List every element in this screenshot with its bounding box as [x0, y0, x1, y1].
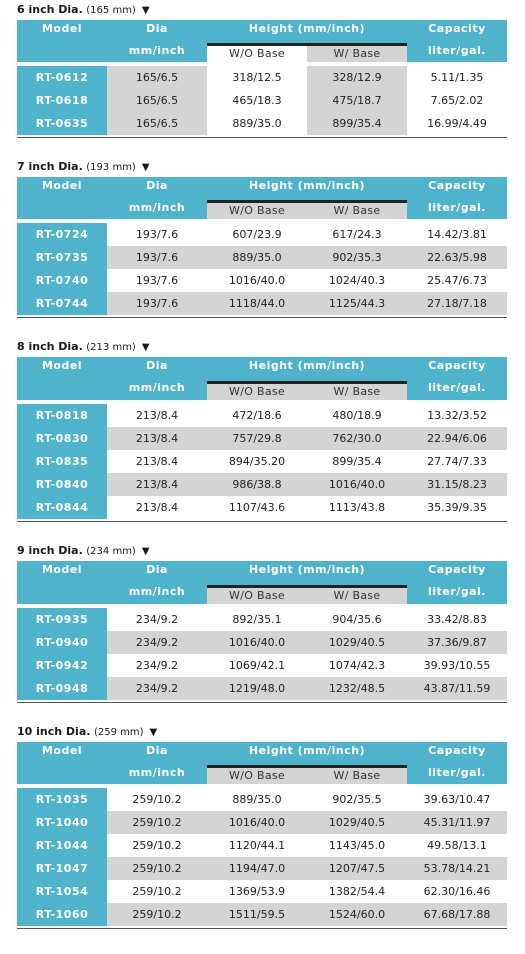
- table-row: [17, 246, 507, 269]
- cell-wo: 607/23.9: [207, 223, 307, 246]
- cell-w: 1524/60.0: [307, 903, 407, 926]
- section-bottom-rule: [17, 928, 507, 929]
- table-row: [17, 292, 507, 315]
- cell-model: RT-0724: [17, 223, 107, 246]
- spec-section: [17, 3, 507, 139]
- cell-model: RT-0948: [17, 677, 107, 700]
- cell-cap: 67.68/17.88: [407, 903, 507, 926]
- cell-wo: 894/35.20: [207, 450, 307, 473]
- cell-cap: 27.18/7.18: [407, 292, 507, 315]
- cell-w: 617/24.3: [307, 223, 407, 246]
- cell-wo: 1016/40.0: [207, 269, 307, 292]
- cell-dia: 193/7.6: [107, 223, 207, 246]
- cell-cap: 31.15/8.23: [407, 473, 507, 496]
- header-dia: Dia: [146, 744, 168, 757]
- cell-w: 1024/40.3: [307, 269, 407, 292]
- header-capacity-unit: liter/gal.: [428, 381, 486, 394]
- cell-dia: 165/6.5: [107, 112, 207, 135]
- header-capacity: Capacity: [428, 22, 486, 35]
- header-dia-unit: mm/inch: [128, 381, 186, 394]
- subheader-wo-base: W/O Base: [207, 765, 307, 784]
- header-dia-unit: mm/inch: [128, 201, 186, 214]
- cell-model: RT-0744: [17, 292, 107, 315]
- cell-cap: 33.42/8.83: [407, 608, 507, 631]
- down-arrow-icon: ▼: [141, 546, 150, 557]
- cell-wo: 1369/53.9: [207, 880, 307, 903]
- cell-cap: 22.63/5.98: [407, 246, 507, 269]
- table-row: [17, 427, 507, 450]
- cell-model: RT-0844: [17, 496, 107, 519]
- header-dia: Dia: [146, 22, 168, 35]
- cell-dia: 165/6.5: [107, 89, 207, 112]
- cell-wo: 1016/40.0: [207, 811, 307, 834]
- section-bottom-rule: [17, 702, 507, 703]
- header-capacity: Capacity: [428, 563, 486, 576]
- cell-model: RT-0618: [17, 89, 107, 112]
- table-header: [17, 357, 507, 400]
- subheader-w-base: W/ Base: [307, 765, 407, 784]
- section-title: [17, 340, 150, 354]
- cell-wo: 1120/44.1: [207, 834, 307, 857]
- cell-model: RT-0635: [17, 112, 107, 135]
- table-row: [17, 880, 507, 903]
- section-title-mm: (234 mm): [86, 546, 136, 557]
- cell-cap: 49.58/13.1: [407, 834, 507, 857]
- cell-dia: 165/6.5: [107, 66, 207, 89]
- spec-section: [17, 544, 507, 704]
- cell-model: RT-1054: [17, 880, 107, 903]
- cell-w: 902/35.5: [307, 788, 407, 811]
- header-dia-unit: mm/inch: [128, 585, 186, 598]
- table-row: [17, 857, 507, 880]
- cell-dia: 234/9.2: [107, 631, 207, 654]
- header-capacity-unit: liter/gal.: [428, 201, 486, 214]
- cell-model: RT-1060: [17, 903, 107, 926]
- cell-model: RT-0935: [17, 608, 107, 631]
- spec-section: [17, 340, 507, 523]
- header-height: Height (mm/inch): [248, 179, 366, 192]
- cell-w: 475/18.7: [307, 89, 407, 112]
- header-capacity-unit: liter/gal.: [428, 766, 486, 779]
- cell-wo: 1219/48.0: [207, 677, 307, 700]
- header-capacity: Capacity: [428, 179, 486, 192]
- table-row: [17, 496, 507, 519]
- header-model: Model: [41, 359, 83, 372]
- spec-section: [17, 725, 507, 930]
- subheader-wo-base: W/O Base: [207, 43, 307, 62]
- cell-w: 1232/48.5: [307, 677, 407, 700]
- cell-cap: 22.94/6.06: [407, 427, 507, 450]
- subheader-w-base: W/ Base: [307, 585, 407, 604]
- table-row: [17, 112, 507, 135]
- header-dia: Dia: [146, 359, 168, 372]
- header-model: Model: [41, 22, 83, 35]
- table-row: [17, 788, 507, 811]
- section-title-inch: 10 inch Dia.: [17, 725, 91, 738]
- header-dia-unit: mm/inch: [128, 766, 186, 779]
- cell-dia: 259/10.2: [107, 788, 207, 811]
- cell-cap: 7.65/2.02: [407, 89, 507, 112]
- cell-cap: 53.78/14.21: [407, 857, 507, 880]
- cell-model: RT-0940: [17, 631, 107, 654]
- cell-model: RT-1047: [17, 857, 107, 880]
- table-row: [17, 631, 507, 654]
- table-row: [17, 811, 507, 834]
- header-model: Model: [41, 744, 83, 757]
- cell-wo: 757/29.8: [207, 427, 307, 450]
- cell-model: RT-1035: [17, 788, 107, 811]
- section-title-inch: 8 inch Dia.: [17, 340, 83, 353]
- cell-w: 899/35.4: [307, 112, 407, 135]
- down-arrow-icon: ▼: [149, 727, 158, 738]
- cell-wo: 892/35.1: [207, 608, 307, 631]
- cell-cap: 43.87/11.59: [407, 677, 507, 700]
- cell-wo: 465/18.3: [207, 89, 307, 112]
- section-bottom-rule: [17, 317, 507, 318]
- cell-cap: 5.11/1.35: [407, 66, 507, 89]
- cell-w: 480/18.9: [307, 404, 407, 427]
- table-row: [17, 473, 507, 496]
- cell-cap: 39.93/10.55: [407, 654, 507, 677]
- cell-cap: 35.39/9.35: [407, 496, 507, 519]
- table-header: [17, 20, 507, 62]
- cell-wo: 472/18.6: [207, 404, 307, 427]
- subheader-w-base: W/ Base: [307, 381, 407, 400]
- cell-dia: 193/7.6: [107, 246, 207, 269]
- table-row: [17, 654, 507, 677]
- cell-wo: 889/35.0: [207, 112, 307, 135]
- section-title: [17, 160, 150, 174]
- cell-w: 1029/40.5: [307, 631, 407, 654]
- cell-wo: 986/38.8: [207, 473, 307, 496]
- subheader-wo-base: W/O Base: [207, 200, 307, 219]
- cell-wo: 1016/40.0: [207, 631, 307, 654]
- cell-wo: 318/12.5: [207, 66, 307, 89]
- cell-cap: 45.31/11.97: [407, 811, 507, 834]
- cell-w: 899/35.4: [307, 450, 407, 473]
- cell-cap: 16.99/4.49: [407, 112, 507, 135]
- cell-dia: 193/7.6: [107, 269, 207, 292]
- section-title: [17, 544, 150, 558]
- cell-dia: 234/9.2: [107, 677, 207, 700]
- header-height: Height (mm/inch): [248, 359, 366, 372]
- down-arrow-icon: ▼: [141, 162, 150, 173]
- cell-cap: 62.30/16.46: [407, 880, 507, 903]
- header-capacity-unit: liter/gal.: [428, 44, 486, 57]
- cell-cap: 37.36/9.87: [407, 631, 507, 654]
- cell-cap: 39.63/10.47: [407, 788, 507, 811]
- cell-w: 1113/43.8: [307, 496, 407, 519]
- cell-w: 1074/42.3: [307, 654, 407, 677]
- cell-model: RT-1044: [17, 834, 107, 857]
- cell-wo: 1511/59.5: [207, 903, 307, 926]
- header-height: Height (mm/inch): [248, 22, 366, 35]
- cell-model: RT-0740: [17, 269, 107, 292]
- cell-dia: 259/10.2: [107, 903, 207, 926]
- section-title: [17, 3, 150, 17]
- header-dia: Dia: [146, 563, 168, 576]
- subheader-w-base: W/ Base: [307, 200, 407, 219]
- section-title-mm: (213 mm): [86, 342, 136, 353]
- cell-model: RT-0840: [17, 473, 107, 496]
- cell-w: 902/35.3: [307, 246, 407, 269]
- section-title-inch: 9 inch Dia.: [17, 544, 83, 557]
- header-height: Height (mm/inch): [248, 744, 366, 757]
- header-dia: Dia: [146, 179, 168, 192]
- down-arrow-icon: ▼: [141, 342, 150, 353]
- table-row: [17, 608, 507, 631]
- cell-dia: 259/10.2: [107, 857, 207, 880]
- table-row: [17, 269, 507, 292]
- cell-dia: 213/8.4: [107, 473, 207, 496]
- section-title-mm: (165 mm): [86, 5, 136, 16]
- cell-wo: 889/35.0: [207, 246, 307, 269]
- table-row: [17, 223, 507, 246]
- cell-w: 328/12.9: [307, 66, 407, 89]
- section-title-mm: (259 mm): [93, 727, 144, 738]
- section-title-mm: (193 mm): [86, 162, 136, 173]
- subheader-w-base: W/ Base: [307, 43, 407, 62]
- cell-cap: 27.74/7.33: [407, 450, 507, 473]
- cell-dia: 259/10.2: [107, 880, 207, 903]
- cell-w: 1016/40.0: [307, 473, 407, 496]
- cell-dia: 213/8.4: [107, 496, 207, 519]
- cell-wo: 1194/47.0: [207, 857, 307, 880]
- table-header: [17, 177, 507, 219]
- section-title: [17, 725, 157, 739]
- table-header: [17, 561, 507, 604]
- cell-model: RT-0835: [17, 450, 107, 473]
- table-row: [17, 903, 507, 926]
- cell-dia: 259/10.2: [107, 811, 207, 834]
- header-capacity: Capacity: [428, 359, 486, 372]
- down-arrow-icon: ▼: [141, 5, 150, 16]
- cell-model: RT-1040: [17, 811, 107, 834]
- cell-dia: 234/9.2: [107, 654, 207, 677]
- table-header: [17, 742, 507, 784]
- header-model: Model: [41, 179, 83, 192]
- cell-cap: 25.47/6.73: [407, 269, 507, 292]
- section-title-inch: 7 inch Dia.: [17, 160, 83, 173]
- cell-wo: 1118/44.0: [207, 292, 307, 315]
- table-row: [17, 450, 507, 473]
- cell-cap: 13.32/3.52: [407, 404, 507, 427]
- header-model: Model: [41, 563, 83, 576]
- cell-dia: 234/9.2: [107, 608, 207, 631]
- cell-dia: 193/7.6: [107, 292, 207, 315]
- spec-section: [17, 160, 507, 319]
- table-row: [17, 89, 507, 112]
- section-bottom-rule: [17, 521, 507, 522]
- cell-wo: 889/35.0: [207, 788, 307, 811]
- section-title-inch: 6 inch Dia.: [17, 3, 83, 16]
- header-height: Height (mm/inch): [248, 563, 366, 576]
- subheader-wo-base: W/O Base: [207, 381, 307, 400]
- cell-w: 1207/47.5: [307, 857, 407, 880]
- cell-cap: 14.42/3.81: [407, 223, 507, 246]
- cell-model: RT-0942: [17, 654, 107, 677]
- section-bottom-rule: [17, 137, 507, 138]
- subheader-wo-base: W/O Base: [207, 585, 307, 604]
- table-row: [17, 677, 507, 700]
- cell-dia: 213/8.4: [107, 404, 207, 427]
- header-capacity: Capacity: [428, 744, 486, 757]
- cell-w: 1029/40.5: [307, 811, 407, 834]
- cell-model: RT-0818: [17, 404, 107, 427]
- cell-dia: 259/10.2: [107, 834, 207, 857]
- cell-dia: 213/8.4: [107, 427, 207, 450]
- cell-model: RT-0612: [17, 66, 107, 89]
- table-row: [17, 66, 507, 89]
- cell-dia: 213/8.4: [107, 450, 207, 473]
- header-capacity-unit: liter/gal.: [428, 585, 486, 598]
- table-row: [17, 404, 507, 427]
- cell-w: 904/35.6: [307, 608, 407, 631]
- cell-model: RT-0735: [17, 246, 107, 269]
- header-dia-unit: mm/inch: [128, 44, 186, 57]
- cell-wo: 1107/43.6: [207, 496, 307, 519]
- cell-w: 1143/45.0: [307, 834, 407, 857]
- cell-wo: 1069/42.1: [207, 654, 307, 677]
- cell-model: RT-0830: [17, 427, 107, 450]
- cell-w: 1382/54.4: [307, 880, 407, 903]
- table-row: [17, 834, 507, 857]
- cell-w: 1125/44.3: [307, 292, 407, 315]
- cell-w: 762/30.0: [307, 427, 407, 450]
